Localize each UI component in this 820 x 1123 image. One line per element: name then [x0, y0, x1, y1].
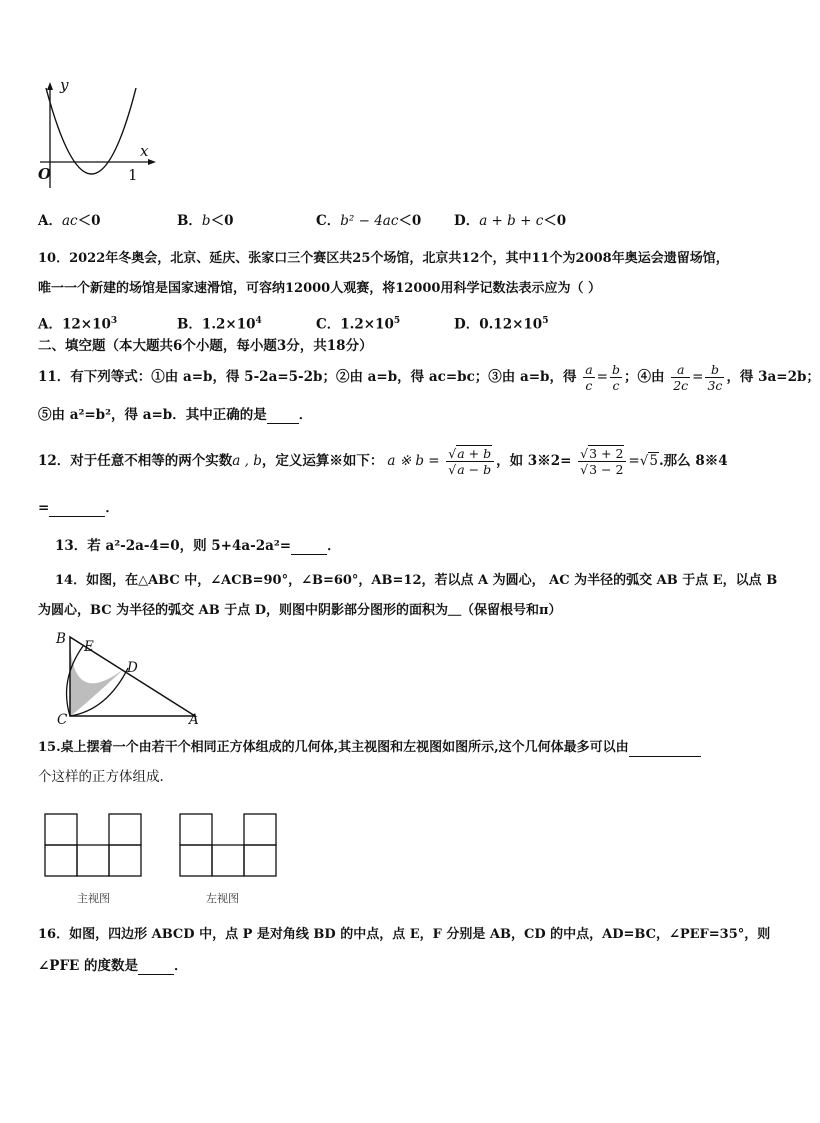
q11-text-1: 11．有下列等式：①由 a=b，得 5-2a=5-2b；②由 a=b，得 ac=bc；③由 a=b，得: [38, 369, 577, 385]
option-letter: A．: [38, 213, 62, 229]
numerator: √a + b: [446, 446, 494, 462]
denominator: c: [585, 378, 593, 393]
q12-text-2: ，定义运算※如下：: [261, 453, 384, 469]
q16-text: ∠PFE 的度数是: [38, 958, 139, 974]
q10-line2: 唯一一个新建的场馆是国家速滑馆，可容纳12000人观赛，将12000用科学记数法表示应为（ ）: [38, 281, 601, 296]
q12-lhs: a ※ b =: [387, 453, 440, 469]
q12-vars: a , b: [232, 453, 262, 469]
q9-option-b: [177, 212, 233, 230]
option-letter: C．: [316, 213, 341, 229]
q12-text-4: .那么 8※4: [658, 453, 728, 469]
q9-option-a: [38, 212, 101, 230]
equals: =: [692, 369, 704, 385]
option-letter: A．: [38, 316, 62, 333]
label-c: C: [57, 712, 68, 728]
option-exponent: 5: [393, 316, 401, 326]
q9-option-c: [316, 212, 421, 230]
triangle-figure: [55, 630, 205, 730]
option-rel: ＜0: [398, 213, 422, 229]
option-base: 0.12×10: [479, 316, 543, 333]
q12-text-1: 12．对于任意不相等的两个实数: [38, 453, 233, 469]
q11-line2: [38, 406, 312, 424]
denominator: √a − b: [448, 462, 492, 477]
fraction: [446, 446, 494, 477]
numerator: b: [705, 362, 724, 378]
option-rel: ＜0: [543, 213, 567, 229]
period: ．: [298, 407, 313, 423]
shaded-region: [70, 637, 125, 716]
option-exponent: 5: [542, 316, 549, 326]
answer-blank[interactable]: [291, 554, 327, 555]
denominator: √3 − 2: [580, 462, 624, 477]
option-letter: C．: [316, 316, 341, 333]
option-base: 1.2×10: [340, 316, 394, 333]
fraction: [705, 362, 724, 393]
label-d: D: [127, 660, 138, 676]
q11-text-2: ；④由: [623, 369, 665, 385]
option-rel: ＜0: [77, 213, 101, 229]
q16-line2: [38, 957, 188, 975]
numerator: a: [671, 362, 690, 378]
q14-line2: 为圆心，BC 为半径的弧交 AB 于点 D，则图中阴影部分图形的面积为＿（保留根号和π）: [38, 603, 562, 618]
x-tick-one: 1: [128, 166, 138, 184]
left-view-grid: [179, 813, 279, 877]
option-letter: B．: [177, 213, 202, 229]
answer-blank[interactable]: [629, 756, 701, 757]
label-e: E: [84, 639, 94, 655]
front-view-caption: 主视图: [77, 892, 110, 905]
period: ．: [327, 538, 341, 554]
answer-blank[interactable]: [138, 974, 174, 975]
q12-text-3: ，如 3※2=: [496, 453, 572, 469]
fraction: [583, 362, 594, 393]
equals: =: [38, 500, 50, 516]
radicand: a + b: [457, 446, 492, 461]
option-letter: B．: [177, 316, 202, 333]
option-expr: b: [201, 213, 211, 229]
label-a: A: [189, 712, 199, 728]
q11-line1: [38, 360, 820, 394]
parabola-curve: [46, 88, 136, 174]
q9-option-d: [454, 212, 566, 230]
x-axis-label: x: [140, 142, 149, 160]
equals: =: [628, 453, 640, 469]
q10-line1: 10．2022年冬奥会，北京、延庆、张家口三个赛区共25个场馆，北京共12个，其中11个为2008年奥运会遗留场馆，: [38, 251, 729, 266]
period: ．: [105, 500, 119, 516]
left-view-caption: 左视图: [206, 892, 239, 905]
q15-line1: [38, 739, 701, 757]
radicand: 3 − 2: [589, 462, 624, 477]
q15-line2: 个这样的正方体组成.: [38, 769, 164, 785]
radicand: 5: [649, 453, 658, 469]
option-rel: ＜0: [210, 213, 234, 229]
denominator: 2c: [673, 378, 689, 393]
numerator: b: [611, 362, 620, 377]
q11-text-3: ，得 3a=2b；: [726, 369, 820, 385]
numerator: a: [585, 362, 593, 377]
q13-text: 13．若 a²-2a-4=0，则 5+4a-2a²=: [55, 538, 292, 554]
q15-text: 15.桌上摆着一个由若干个相同正方体组成的几何体,其主视图和左视图如图所示,这个几何体最多可以由: [38, 740, 629, 755]
q10-option-a: [38, 312, 117, 334]
origin-label: O: [38, 165, 52, 183]
q12-line2: [38, 499, 119, 517]
front-view-grid: [44, 813, 144, 877]
q16-line1: 16．如图，四边形 ABCD 中，点 P 是对角线 BD 的中点，点 E，F 分别是 AB，CD 的中点，AD=BC，∠PEF=35°，则: [38, 927, 771, 942]
option-letter: D．: [454, 213, 480, 229]
option-expr: b² − 4ac: [340, 213, 399, 229]
q10-option-c: [316, 312, 400, 334]
q13-line: [55, 537, 341, 555]
option-letter: D．: [454, 316, 480, 333]
x-axis-arrow: [148, 159, 156, 165]
q11-text-4: ⑤由 a²=b²，得 a=b．其中正确的是: [38, 407, 267, 423]
equals: =: [596, 369, 608, 385]
y-axis-arrow: [47, 82, 53, 90]
q12-line1: 12．对于任意不相等的两个实数a , b，定义运算※如下： a ※ b = $\frac{√a + b}{√a - b}$ ，如 3※2= $\frac{√3 + 2}{√3 - 2}$ =√5.那么 8※4: [38, 446, 728, 477]
fraction: [578, 446, 626, 477]
numerator: √3 + 2: [578, 446, 626, 462]
fraction: [671, 362, 690, 393]
radicand: 3 + 2: [589, 446, 624, 461]
period: ．: [174, 958, 188, 974]
q14-line1: 14．如图，在△ABC 中，∠ACB=90°，∠B=60°，AB=12，若以点 A 为圆心， AC 为半径的弧交 AB 于点 E，以点 B: [55, 573, 778, 588]
option-expr: ac: [61, 213, 78, 229]
answer-blank[interactable]: [267, 423, 299, 424]
option-exponent: 3: [110, 316, 118, 326]
option-expr: a + b + c: [479, 213, 544, 229]
option-base: 12×10: [61, 316, 111, 333]
fraction: [610, 362, 622, 393]
radicand: a − b: [457, 462, 492, 477]
denominator: c: [612, 378, 620, 393]
denominator: 3c: [707, 378, 723, 393]
section-heading: 二、填空题（本大题共6个小题，每小题3分，共18分）: [38, 338, 373, 354]
parabola-graph: [36, 78, 166, 198]
y-axis-label: y: [60, 76, 69, 94]
option-base: 1.2×10: [201, 316, 256, 333]
q10-option-b: [177, 312, 262, 334]
q10-option-d: [454, 312, 548, 334]
answer-blank[interactable]: [49, 516, 105, 517]
label-b: B: [56, 631, 66, 647]
option-exponent: 4: [255, 316, 262, 326]
